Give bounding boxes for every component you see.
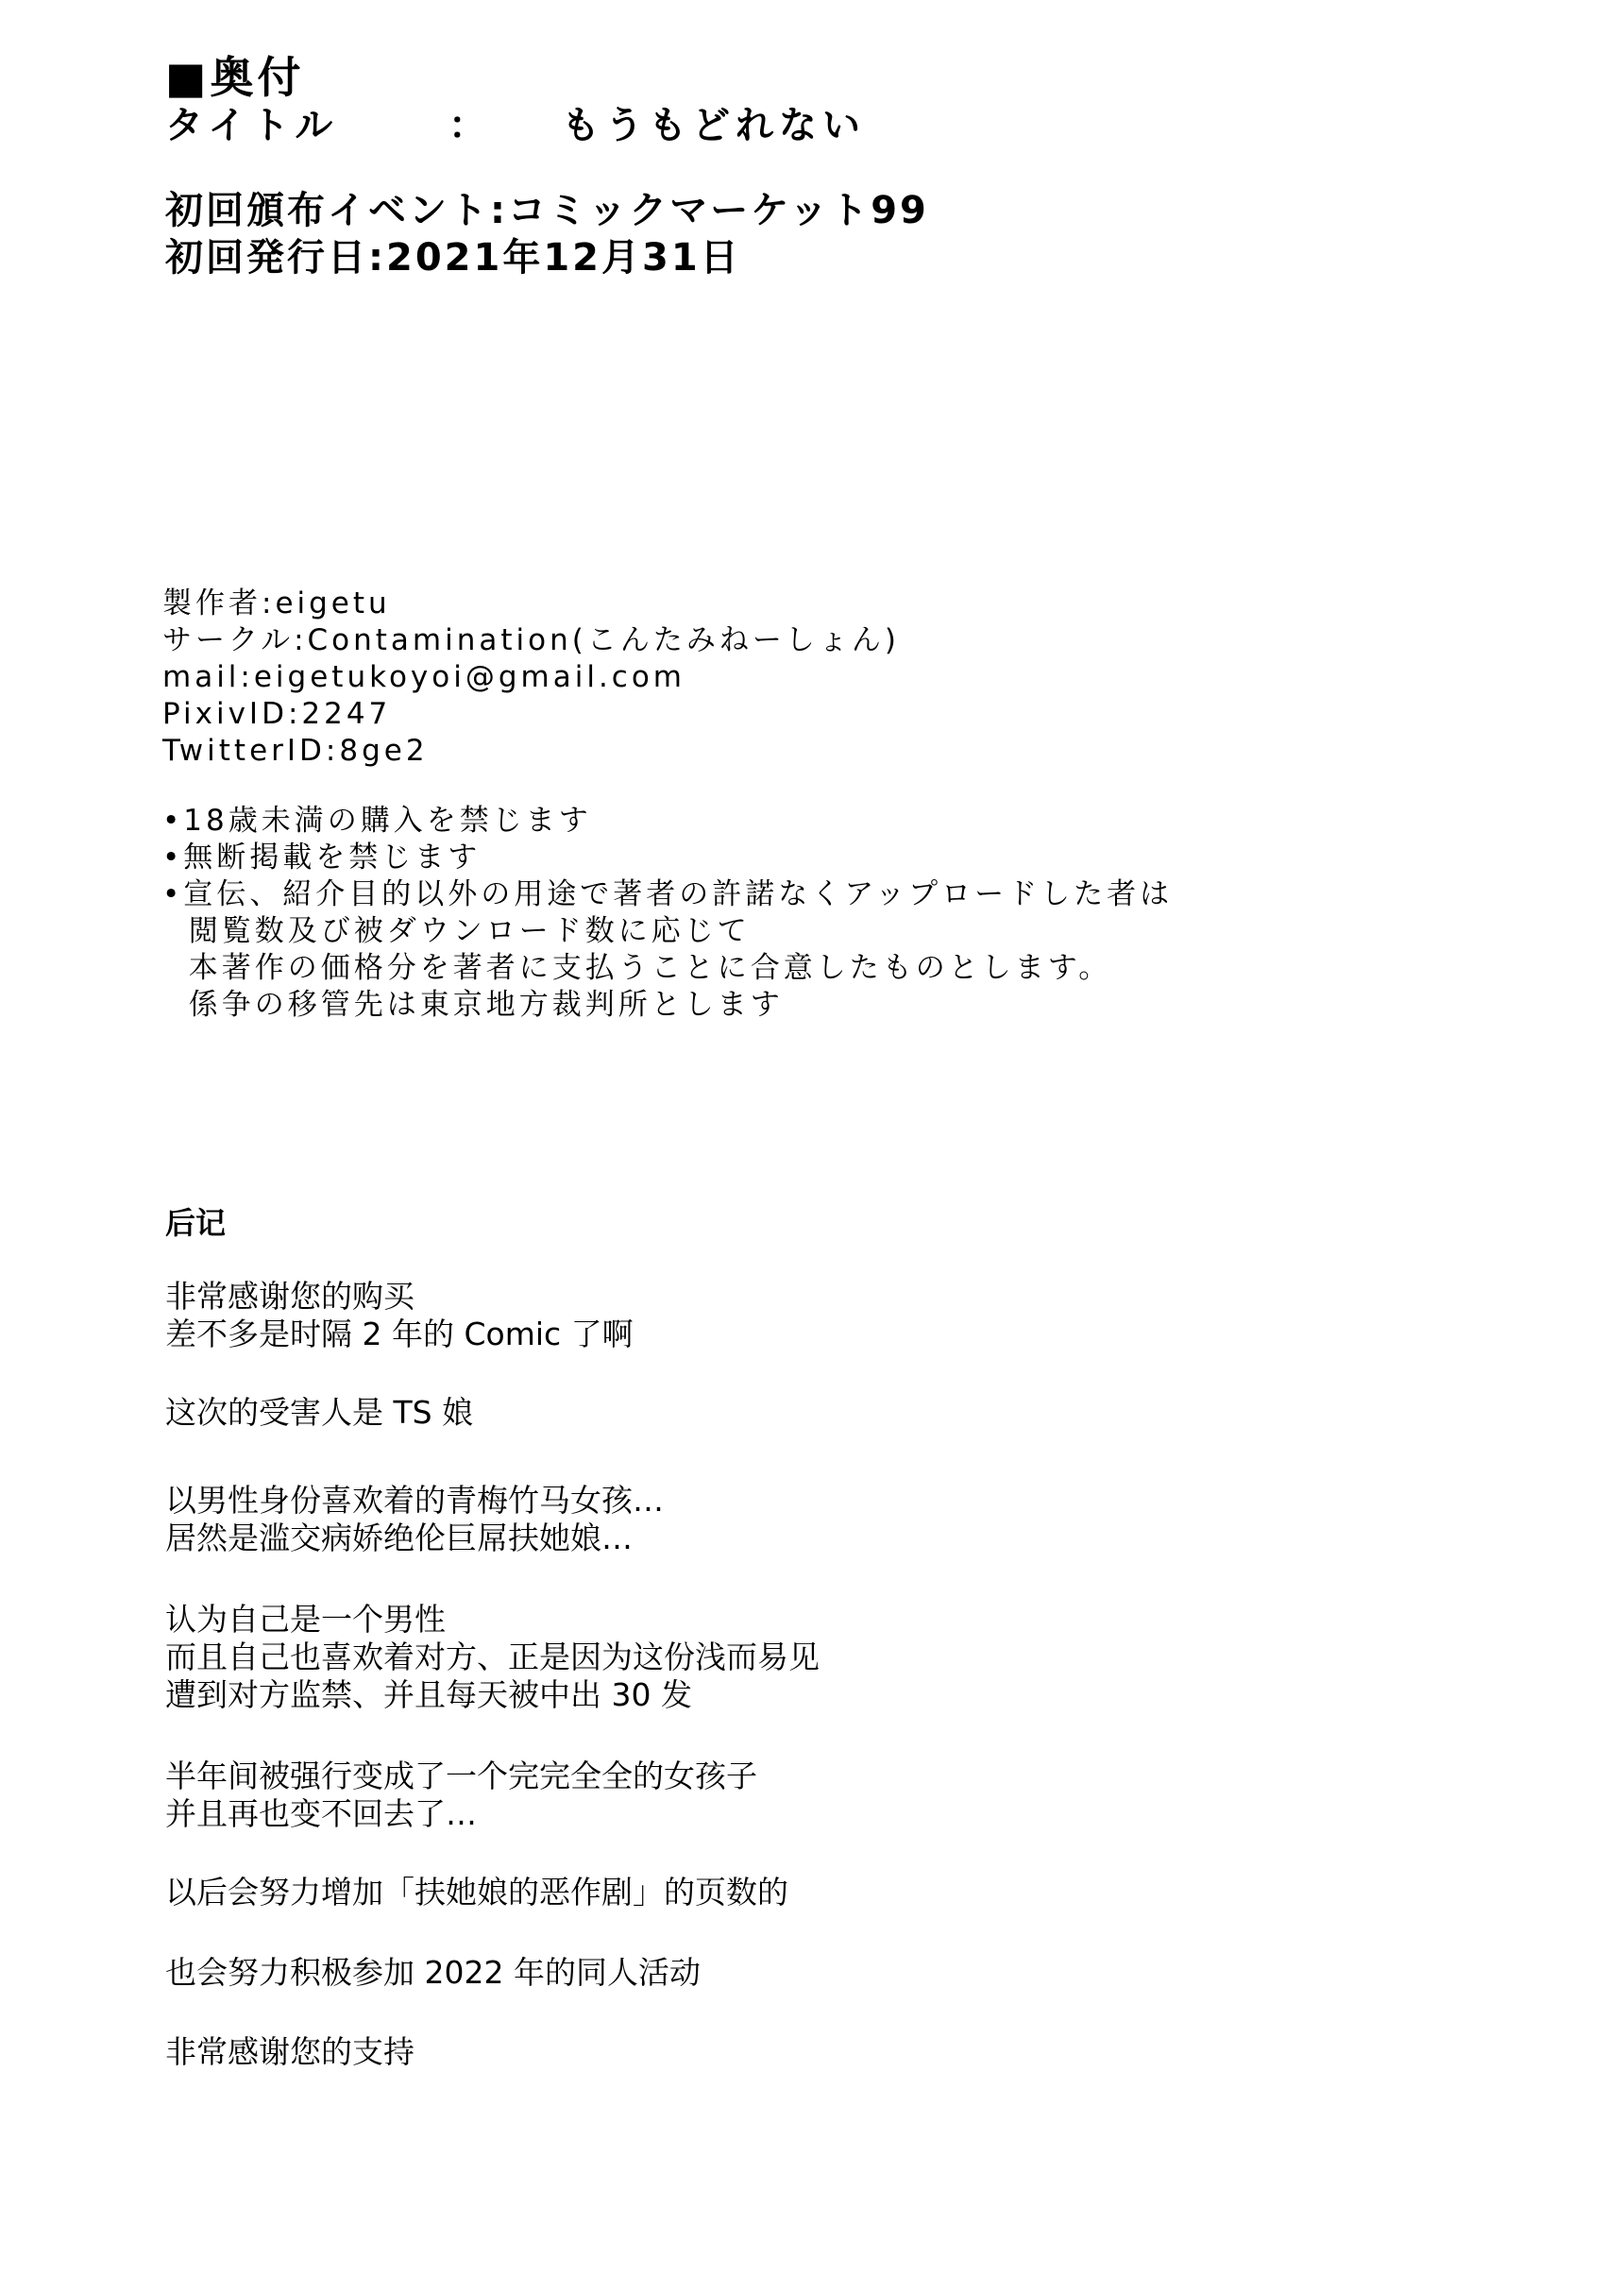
afterword-line: 非常感谢您的支持 [165,2033,414,2070]
credit-pixiv: PixivID:2247 [162,697,392,731]
credit-twitter: TwitterID:8ge2 [162,734,429,768]
credits-block [162,586,900,770]
afterword-line: 半年间被强行变成了一个完完全全的女孩子 [165,1758,757,1794]
notice-line: 本著作の価格分を著者に支払うことに合意したものとします。 [162,951,1112,985]
afterword-paragraph [165,1874,788,1911]
credit-author: 製作者:eigetu [162,586,391,620]
afterword-line: 差不多是时隔 2 年的 Comic 了啊 [165,1316,634,1352]
title-separator: ： [448,104,492,147]
afterword-line: 居然是滥交病娇绝伦巨屌扶她娘… [165,1520,633,1556]
notice-line: •18歳未満の購入を禁じます [162,804,592,838]
notice-line: 係争の移管先は東京地方裁判所とします [162,988,784,1022]
afterword-paragraph [165,1601,820,1714]
notices-block [162,803,1173,1024]
title-label: タイトル [165,104,339,147]
event-line: 初回頒布イベント:コミックマーケット99 [165,189,929,232]
afterword-line: 这次的受害人是 TS 娘 [165,1394,474,1431]
notice-line: •無断掲載を禁じます [162,841,482,875]
notice-line: 閲覧数及び被ダウンロード数に応じて [162,914,751,948]
title-line [165,99,866,152]
afterword-line: 并且再也变不回去了… [165,1795,477,1832]
afterword-line: 而且自己也喜欢着对方、正是因为这份浅而易见 [165,1639,820,1675]
credit-mail: mail:eigetukoyoi@gmail.com [162,660,685,694]
afterword-paragraph [165,1954,701,1992]
title-value: もうもどれない [562,104,866,147]
afterword-line: 遭到对方监禁、并且每天被中出 30 发 [165,1676,692,1713]
notice-line: •宣伝、紹介目的以外の用途で著者の許諾なくアップロードした者は [162,877,1174,911]
afterword-line: 以男性身份喜欢着的青梅竹马女孩… [165,1482,664,1519]
afterword-paragraph [165,1278,634,1353]
afterword-paragraph [165,1482,664,1557]
afterword-line: 也会努力积极参加 2022 年的同人活动 [165,1954,701,1991]
afterword-heading: 后记 [165,1205,227,1241]
credit-circle: サークル:Contamination(こんたみねーしょん) [162,623,900,657]
afterword-paragraph [165,1758,757,1833]
okutsuke-heading: ■奥付 [165,52,305,103]
afterword-paragraph [165,2033,414,2071]
afterword-paragraph [165,1394,473,1432]
afterword-line: 认为自己是一个男性 [165,1601,446,1638]
afterword-line: 以后会努力增加「扶她娘的恶作剧」的页数的 [165,1874,788,1911]
afterword-line: 非常感谢您的购买 [165,1278,414,1315]
date-line: 初回発行日:2021年12月31日 [165,236,741,280]
